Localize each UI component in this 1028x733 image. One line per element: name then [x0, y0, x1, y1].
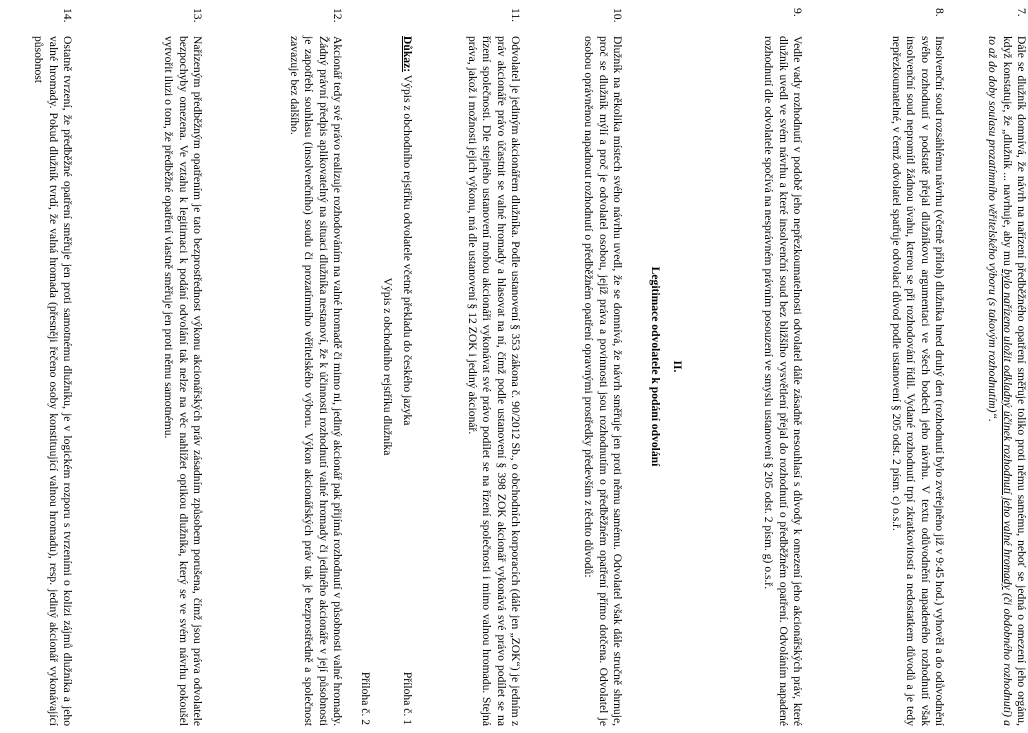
paragraph-7: [985, 8, 1028, 726]
paragraph-text: Akcionář tedy své právo realizuje rozhodováním na valné hromadě či mimo ni, jediný akcionář pak přijímá rozhodnutí v působnosti valné hromady. Žádný právní předpis aplikovatelný na situaci dlužníka nestanoví, že k účinnosti rozhodnutí valné hromady či jediného akcionáře v její působnosti je zapotřebí souhlasu (insolvenčního) soudu či prozatímního věřitelského výboru. Výkon akcionářských práv tak je bezprostředně a společnost zavazuje bez dalšího.: [288, 36, 344, 726]
paragraph-text: Ostatně tvrzení, že předběžné opatření směřuje jen proti samotnému dlužníku, je v logickém rozporu s tvrzeními o kolizi zájmů dlužníka a jeho valné hromady. Pokud dlužník tvrdí, že valná hromada (přesněji řečeno osoby konstituující valnou hromadu), resp. jediný akcionář vykonávající působnost: [32, 36, 74, 726]
paragraph-number: 9.: [791, 8, 804, 17]
section-number: II.: [671, 360, 684, 373]
paragraph-text: Dlužník na několika místech svého návrhu uvedl, že se domnívá, že návrh směřuje jen proti němu samému. Odvolatel však dále stručně shrnuje, proč se dlužník mýlí a proč je odvolatel osobou, jejíž práva a povinnosti jsou rozhodnutím o předběžném opatření přímo dotčena. Odvolatel je osobou oprávněnou napadnout rozhodnutí o předběžném opatření opravnými prostředky především z těchto důvodů:: [582, 36, 624, 726]
paragraph-13: [161, 8, 204, 726]
paragraph-text: Dále se dlužník domnívá, že návrh na nařízení předběžného opatření směřuje toliko proti němu samému, neboť se jedná o omezení jeho orgánu, když konstatuje, že „dlužník ... navrhuje, aby mu: [1000, 36, 1028, 726]
evidence-line: [400, 36, 414, 726]
paragraph-number: 7.: [1015, 8, 1028, 17]
quote-tail: (či obdobného rozhodnutí) a to až do doby soulasu prozatímního věřitelského výboru (s takovým rozhodnutím)“.: [986, 36, 1014, 726]
paragraph-12: [287, 8, 344, 726]
paragraph-number: 13.: [191, 8, 204, 23]
paragraph-number: 8.: [933, 8, 946, 17]
evidence-text: Výpis z obchodního rejstříku odvolatele včetně překladu do českého jazyka: [401, 74, 414, 426]
annex-1: Příloha č. 1: [401, 671, 414, 725]
paragraph-number: 11.: [509, 8, 522, 23]
paragraph-14: [31, 8, 74, 726]
annex-2: Příloha č. 2: [359, 671, 372, 725]
evidence-line-2: Výpis z obchodního rejstříku dlužníka: [381, 277, 394, 456]
paragraph-number: 10.: [611, 8, 624, 23]
paragraph-10: [581, 8, 624, 726]
section-title: Legitimace odvolatele k podání odvolání: [649, 266, 662, 467]
paragraph-number: 12.: [331, 8, 344, 23]
paragraph-11: [465, 8, 522, 726]
paragraph-number: 14.: [61, 8, 74, 23]
paragraph-text: Nařízeným předběžným opatřením je tato bezprostřednost výkonu akcionářských práv zásadním způsobem porušena, čímž jsou práva odvolatele bezpochyby omezena. Ve vztahu k legitimaci k podání odvolání tak nelze na věc nahlížet optikou dlužníka, který se ve svém návrhu pokoušel vytvořit iluzi o tom, že předběžné opatření vlastně směřuje jen proti němu samotnému.: [162, 36, 204, 726]
paragraph-9: [761, 8, 804, 726]
paragraph-text: Odvolatel je jediným akcionářem dlužníka. Podle ustanovení § 353 zákona č. 90/2012 Sb., o obchodních korporacích (dále jen „ZOK“) je jedním z práv akcionáře právo účastnit se valné hromady a hlasovat na ní, čímž podle ustanovení § 398 ZOK akcionář vykonává své právo podílet se na řízení společnosti. Dle stejného ustanovení mohou akcionáři vykonávat své právo podílet se na řízení společnosti i mimo valnou hromadu. Stejná práva, jakož i možnosti jejich výkonu, má dle ustanovení § 12 ZOK i jediný akcionář.: [466, 36, 522, 726]
paragraph-text: Insolvenční soud rozsáhlému návrhu (včetně příloh) dlužníka hned druhý den (rozhodnutí bylo zveřejněno již v 9:45 hod.) vyhověl a do odůvodnění svého rozhodnutí v podstatě přejal dlužníkovu argumentaci ve všech bodech jeho návrhu. V textu odůvodnění napadeného rozhodnutí však insolvenční soud nepromítl žádnou úvahu, kterou se při rozhodování řídil. Vydané rozhodnutí trpí zkratkovitostí a nedostatkem důvodů a je tedy nepřezkoumatelné, v čemž odvolatel spatřuje odvolací důvod podle ustanovení § 205 odst. 2 písm. c) o.s.ř.: [890, 36, 946, 726]
underlined-quote: bylo nařízeno uložit odkladný účinek rozhodnutí jeho valné hromady: [1000, 269, 1014, 590]
evidence-label: Důkaz:: [401, 36, 414, 73]
paragraph-8: [889, 8, 946, 726]
paragraph-text: Vedle vady rozhodnutí v podobě jeho nepřezkoumatelnosti odvolatel dále zásadně nesouhlasí s důvody k omezení jeho akcionářských práv, které dlužník uvedl ve svém návrhu a které insolvenční soud bez bližšího vysvětlení přejal do rozhodnutí o předběžném opatření. Odvoláním napadené rozhodnutí dle odvolatele spočívá na nesprávném právním posouzení ve smyslu ustanovení § 205 odst. 2 písm. g) o.s.ř.: [762, 36, 804, 726]
